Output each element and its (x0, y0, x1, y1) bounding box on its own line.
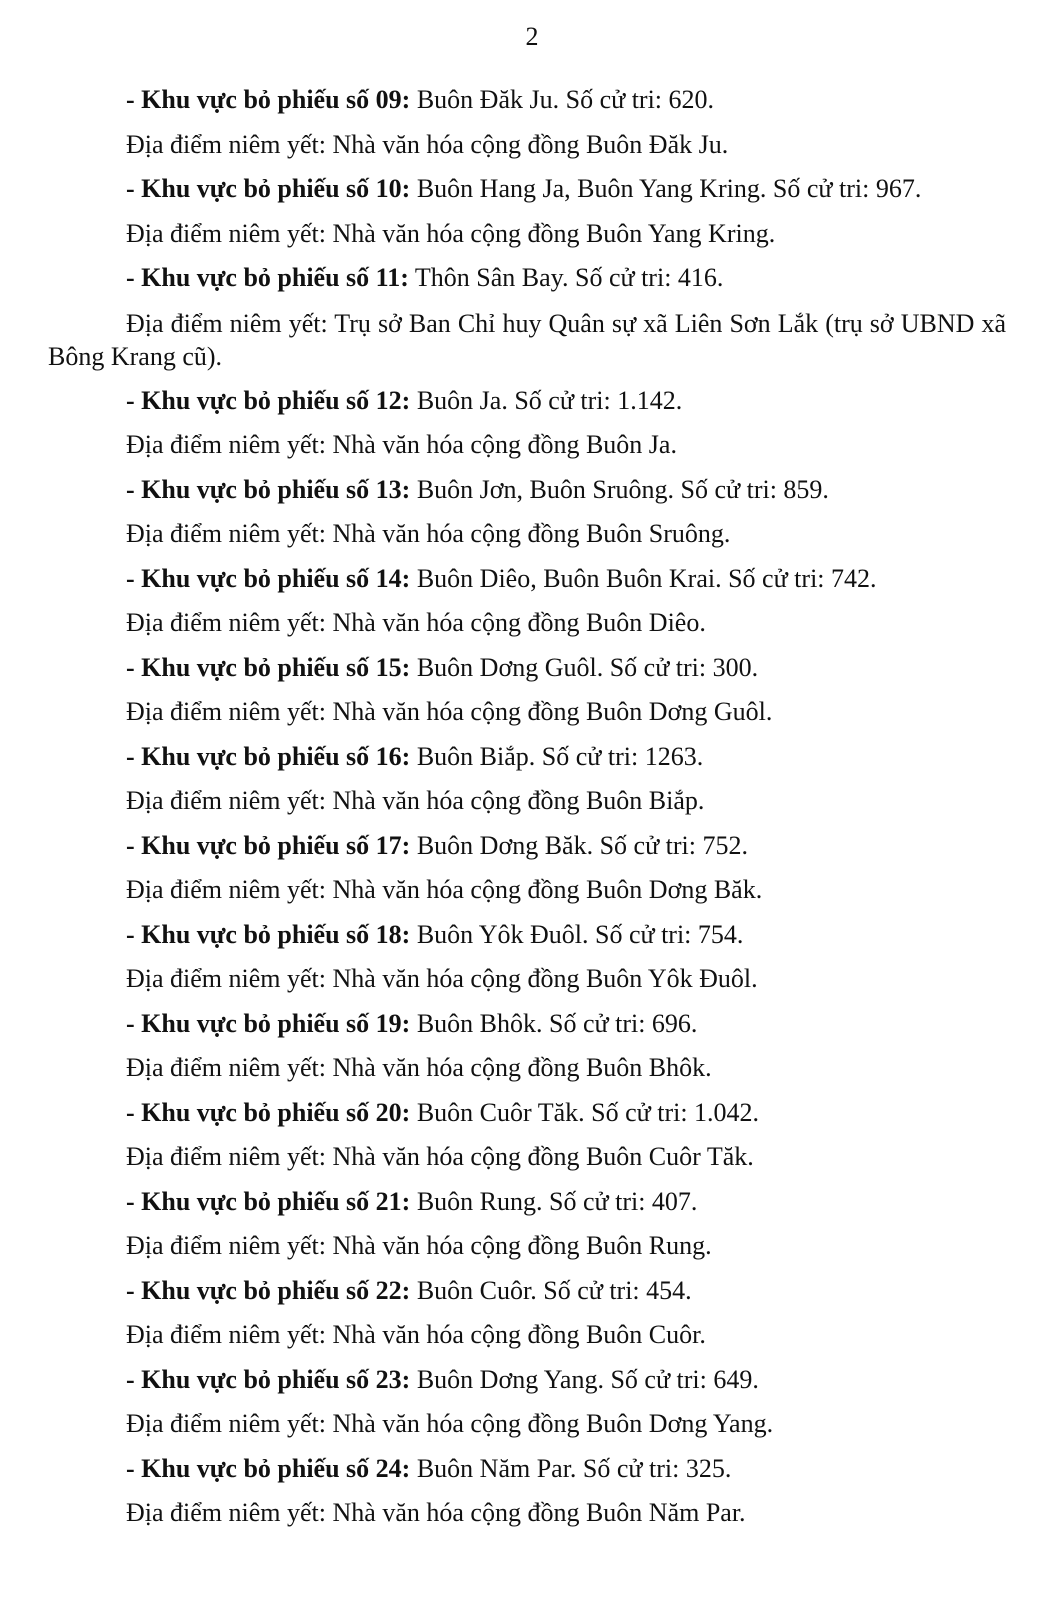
polling-area-entry (48, 913, 1006, 958)
posting-location-text: Nhà văn hóa cộng đồng Buôn Bhôk. (326, 1053, 712, 1082)
posting-location (48, 1135, 1006, 1180)
posting-location-label: Địa điểm niêm yết: (126, 875, 327, 904)
polling-area-detail: Buôn Ja. Số cử tri: 1.142. (410, 385, 683, 415)
posting-location-label: Địa điểm niêm yết: (126, 1231, 327, 1260)
polling-area-entry (48, 824, 1006, 869)
polling-area-detail: Buôn Dơng Yang. Số cử tri: 649. (410, 1364, 759, 1394)
polling-area-entry (48, 1269, 1006, 1314)
polling-area-entry (48, 557, 1006, 602)
polling-area-detail: Buôn Jơn, Buôn Sruông. Số cử tri: 859. (410, 474, 829, 504)
polling-area-detail: Buôn Biắp. Số cử tri: 1263. (410, 741, 704, 771)
polling-area-label: - Khu vực bỏ phiếu số 18: (126, 919, 411, 949)
posting-location (48, 423, 1006, 468)
posting-location-text: Nhà văn hóa cộng đồng Buôn Năm Par. (326, 1498, 746, 1527)
posting-location-text: Nhà văn hóa cộng đồng Buôn Biắp. (326, 786, 705, 815)
posting-location (48, 601, 1006, 646)
polling-area-detail: Buôn Dơng Guôl. Số cử tri: 300. (410, 652, 759, 682)
posting-location (48, 212, 1006, 257)
posting-location (48, 957, 1006, 1002)
posting-location-label: Địa điểm niêm yết: (126, 1498, 327, 1527)
posting-location (48, 779, 1006, 824)
polling-area-entry (48, 735, 1006, 780)
polling-area-detail: Buôn Rung. Số cử tri: 407. (410, 1186, 698, 1216)
posting-location-text: Nhà văn hóa cộng đồng Buôn Sruông. (326, 519, 731, 548)
polling-area-detail: Buôn Yôk Đuôl. Số cử tri: 754. (410, 919, 744, 949)
polling-area-entry (48, 256, 1006, 301)
posting-location-text: Nhà văn hóa cộng đồng Buôn Ja. (326, 430, 677, 459)
posting-location-label: Địa điểm niêm yết: (126, 218, 327, 248)
posting-location-text: Nhà văn hóa cộng đồng Buôn Dơng Yang. (326, 1409, 774, 1438)
posting-location (48, 1046, 1006, 1091)
polling-area-label: - Khu vực bỏ phiếu số 09: (126, 85, 411, 114)
polling-area-label: - Khu vực bỏ phiếu số 12: (126, 385, 411, 415)
polling-area-label: - Khu vực bỏ phiếu số 13: (126, 474, 411, 504)
polling-area-label: - Khu vực bỏ phiếu số 19: (126, 1008, 411, 1038)
polling-area-entry (48, 1002, 1006, 1047)
polling-area-detail: Buôn Bhôk. Số cử tri: 696. (410, 1008, 698, 1038)
posting-location-label: Địa điểm niêm yết: (126, 1053, 327, 1082)
polling-area-entry (48, 1447, 1006, 1492)
posting-location (48, 301, 1006, 379)
polling-area-label: - Khu vực bỏ phiếu số 10: (126, 174, 411, 203)
posting-location (48, 1313, 1006, 1358)
polling-area-detail: Buôn Dơng Băk. Số cử tri: 752. (410, 830, 748, 860)
document-body (48, 78, 1006, 1536)
polling-area-entry (48, 78, 1006, 123)
posting-location-text: Nhà văn hóa cộng đồng Buôn Dơng Guôl. (326, 697, 773, 726)
posting-location-label: Địa điểm niêm yết: (126, 1142, 327, 1171)
posting-location-label: Địa điểm niêm yết: (126, 308, 328, 338)
polling-area-detail: Buôn Năm Par. Số cử tri: 325. (410, 1453, 732, 1483)
polling-area-label: - Khu vực bỏ phiếu số 16: (126, 741, 411, 771)
polling-area-detail: Buôn Cuôr Tăk. Số cử tri: 1.042. (410, 1097, 760, 1127)
polling-area-label: - Khu vực bỏ phiếu số 11: (126, 263, 409, 292)
polling-area-label: - Khu vực bỏ phiếu số 21: (126, 1186, 411, 1216)
polling-area-label: - Khu vực bỏ phiếu số 14: (126, 563, 411, 593)
posting-location (48, 1224, 1006, 1269)
posting-location-text: Nhà văn hóa cộng đồng Buôn Dơng Băk. (326, 875, 763, 904)
polling-area-detail: Thôn Sân Bay. Số cử tri: 416. (408, 263, 724, 292)
polling-area-entry (48, 167, 1006, 212)
posting-location-text: Nhà văn hóa cộng đồng Buôn Yôk Đuôl. (326, 964, 758, 993)
posting-location-label: Địa điểm niêm yết: (126, 697, 327, 726)
posting-location-text: Nhà văn hóa cộng đồng Buôn Cuôr Tăk. (326, 1142, 754, 1171)
polling-area-label: - Khu vực bỏ phiếu số 22: (126, 1275, 411, 1305)
polling-area-label: - Khu vực bỏ phiếu số 15: (126, 652, 411, 682)
posting-location (48, 1402, 1006, 1447)
polling-area-detail: Buôn Hang Ja, Buôn Yang Kring. Số cử tri: 967. (410, 174, 922, 203)
page-number: 2 (525, 22, 539, 51)
posting-location-label: Địa điểm niêm yết: (126, 786, 327, 815)
polling-area-label: - Khu vực bỏ phiếu số 23: (126, 1364, 411, 1394)
polling-area-entry (48, 1091, 1006, 1136)
polling-area-detail: Buôn Diêo, Buôn Buôn Krai. Số cử tri: 742. (410, 563, 877, 593)
posting-location-text: Nhà văn hóa cộng đồng Buôn Đăk Ju. (326, 129, 729, 159)
posting-location-label: Địa điểm niêm yết: (126, 964, 327, 993)
posting-location-label: Địa điểm niêm yết: (126, 129, 327, 159)
posting-location (48, 123, 1006, 168)
posting-location (48, 1491, 1006, 1536)
polling-area-label: - Khu vực bỏ phiếu số 20: (126, 1097, 411, 1127)
polling-area-label: - Khu vực bỏ phiếu số 24: (126, 1453, 411, 1483)
polling-area-detail: Buôn Đăk Ju. Số cử tri: 620. (410, 85, 715, 114)
polling-area-entry (48, 379, 1006, 424)
posting-location-label: Địa điểm niêm yết: (126, 608, 327, 637)
posting-location-text: Nhà văn hóa cộng đồng Buôn Cuôr. (326, 1320, 706, 1349)
polling-area-detail: Buôn Cuôr. Số cử tri: 454. (410, 1275, 692, 1305)
posting-location-text: Nhà văn hóa cộng đồng Buôn Diêo. (326, 608, 706, 637)
posting-location-label: Địa điểm niêm yết: (126, 519, 327, 548)
polling-area-entry (48, 646, 1006, 691)
polling-area-entry (48, 1358, 1006, 1403)
posting-location-label: Địa điểm niêm yết: (126, 430, 327, 459)
posting-location (48, 690, 1006, 735)
posting-location-label: Địa điểm niêm yết: (126, 1409, 327, 1438)
posting-location-text: Nhà văn hóa cộng đồng Buôn Yang Kring. (326, 218, 776, 248)
posting-location-text: Nhà văn hóa cộng đồng Buôn Rung. (326, 1231, 712, 1260)
polling-area-entry (48, 1180, 1006, 1225)
posting-location-text: Trụ sở Ban Chỉ huy Quân sự xã Liên Sơn Lắk (trụ sở UBND xã Bông Krang cũ). (48, 308, 1006, 371)
posting-location (48, 512, 1006, 557)
polling-area-label: - Khu vực bỏ phiếu số 17: (126, 830, 411, 860)
posting-location-label: Địa điểm niêm yết: (126, 1320, 327, 1349)
polling-area-entry (48, 468, 1006, 513)
posting-location (48, 868, 1006, 913)
